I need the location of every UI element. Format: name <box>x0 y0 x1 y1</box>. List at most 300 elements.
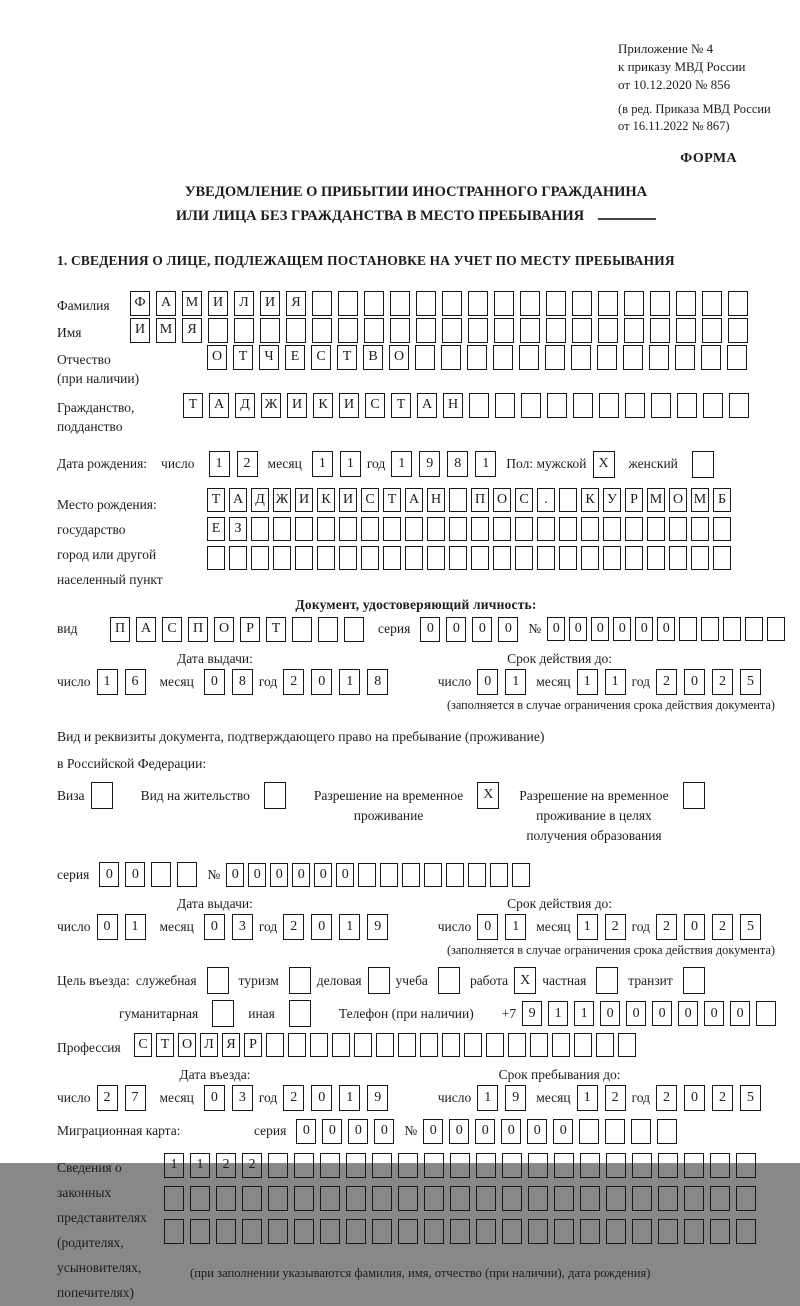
char-cell[interactable] <box>242 1219 262 1244</box>
char-cell[interactable] <box>339 546 357 570</box>
char-cell[interactable] <box>701 345 721 370</box>
char-cell[interactable] <box>528 1153 548 1178</box>
char-cell[interactable] <box>251 546 269 570</box>
char-cell[interactable] <box>295 517 313 541</box>
char-cell[interactable]: Ж <box>261 393 281 418</box>
char-cell[interactable] <box>502 1153 522 1178</box>
birth-place-row1-input[interactable] <box>207 488 731 512</box>
char-cell[interactable]: 1 <box>125 914 146 940</box>
char-cell[interactable] <box>701 617 719 641</box>
entry-month-input[interactable] <box>204 1085 253 1111</box>
char-cell[interactable] <box>512 863 530 887</box>
char-cell[interactable]: 1 <box>312 451 333 477</box>
char-cell[interactable] <box>552 1033 570 1057</box>
char-cell[interactable] <box>346 1219 366 1244</box>
char-cell[interactable] <box>289 1000 311 1027</box>
char-cell[interactable]: 0 <box>704 1001 724 1026</box>
permit-valid-month-input[interactable] <box>577 914 626 940</box>
char-cell[interactable]: С <box>311 345 331 370</box>
char-cell[interactable] <box>441 345 461 370</box>
permit-valid-year-input[interactable] <box>656 914 761 940</box>
char-cell[interactable] <box>710 1153 730 1178</box>
char-cell[interactable] <box>632 1153 652 1178</box>
purpose-work-checkbox[interactable] <box>514 967 536 994</box>
char-cell[interactable] <box>713 517 731 541</box>
char-cell[interactable] <box>632 1186 652 1211</box>
char-cell[interactable]: 8 <box>447 451 468 477</box>
char-cell[interactable]: 1 <box>574 1001 594 1026</box>
char-cell[interactable] <box>676 318 696 343</box>
char-cell[interactable]: 0 <box>204 669 225 695</box>
char-cell[interactable] <box>464 1033 482 1057</box>
char-cell[interactable] <box>676 291 696 316</box>
sex-female-checkbox[interactable] <box>692 451 714 478</box>
char-cell[interactable] <box>710 1186 730 1211</box>
char-cell[interactable]: К <box>313 393 333 418</box>
char-cell[interactable]: И <box>295 488 313 512</box>
char-cell[interactable] <box>723 617 741 641</box>
char-cell[interactable] <box>266 1033 284 1057</box>
permit-valid-day-input[interactable] <box>477 914 526 940</box>
char-cell[interactable] <box>344 617 364 642</box>
char-cell[interactable] <box>91 782 113 809</box>
char-cell[interactable] <box>476 1153 496 1178</box>
char-cell[interactable] <box>190 1186 210 1211</box>
doc-issue-day-input[interactable] <box>97 669 146 695</box>
char-cell[interactable] <box>416 291 436 316</box>
char-cell[interactable] <box>598 291 618 316</box>
char-cell[interactable]: 0 <box>472 617 492 642</box>
char-cell[interactable]: X <box>593 451 615 478</box>
char-cell[interactable] <box>579 1119 599 1144</box>
char-cell[interactable] <box>177 862 197 887</box>
char-cell[interactable]: 1 <box>605 669 626 695</box>
char-cell[interactable]: 1 <box>477 1085 498 1111</box>
char-cell[interactable] <box>339 517 357 541</box>
char-cell[interactable] <box>354 1033 372 1057</box>
char-cell[interactable] <box>580 1186 600 1211</box>
surname-input[interactable] <box>130 291 748 316</box>
char-cell[interactable] <box>493 517 511 541</box>
char-cell[interactable]: О <box>493 488 511 512</box>
temp-residence-checkbox[interactable] <box>477 782 499 809</box>
char-cell[interactable] <box>528 1219 548 1244</box>
char-cell[interactable] <box>398 1186 418 1211</box>
char-cell[interactable]: 0 <box>204 1085 225 1111</box>
char-cell[interactable]: 0 <box>311 914 332 940</box>
char-cell[interactable] <box>599 393 619 418</box>
char-cell[interactable] <box>494 318 514 343</box>
char-cell[interactable]: 7 <box>125 1085 146 1111</box>
char-cell[interactable] <box>442 1033 460 1057</box>
char-cell[interactable]: П <box>188 617 208 642</box>
char-cell[interactable] <box>598 318 618 343</box>
char-cell[interactable]: 0 <box>348 1119 368 1144</box>
char-cell[interactable] <box>669 546 687 570</box>
char-cell[interactable] <box>216 1186 236 1211</box>
char-cell[interactable] <box>554 1219 574 1244</box>
char-cell[interactable] <box>574 1033 592 1057</box>
char-cell[interactable]: 5 <box>740 914 761 940</box>
char-cell[interactable]: А <box>136 617 156 642</box>
stay-year-input[interactable] <box>656 1085 761 1111</box>
char-cell[interactable] <box>380 863 398 887</box>
char-cell[interactable] <box>684 1219 704 1244</box>
char-cell[interactable] <box>338 318 358 343</box>
char-cell[interactable] <box>292 617 312 642</box>
char-cell[interactable] <box>508 1033 526 1057</box>
char-cell[interactable]: С <box>515 488 533 512</box>
char-cell[interactable]: Я <box>182 318 202 343</box>
char-cell[interactable]: 0 <box>652 1001 672 1026</box>
char-cell[interactable] <box>318 617 338 642</box>
char-cell[interactable]: X <box>477 782 499 809</box>
char-cell[interactable]: 0 <box>600 1001 620 1026</box>
char-cell[interactable]: И <box>287 393 307 418</box>
char-cell[interactable] <box>625 393 645 418</box>
char-cell[interactable] <box>468 863 486 887</box>
char-cell[interactable]: А <box>156 291 176 316</box>
char-cell[interactable]: 2 <box>605 914 626 940</box>
char-cell[interactable]: 2 <box>656 914 677 940</box>
char-cell[interactable] <box>603 517 621 541</box>
purpose-tourism-checkbox[interactable] <box>289 967 311 994</box>
char-cell[interactable]: Т <box>337 345 357 370</box>
char-cell[interactable]: В <box>363 345 383 370</box>
char-cell[interactable] <box>234 318 254 343</box>
char-cell[interactable] <box>398 1153 418 1178</box>
patronymic-input[interactable] <box>207 345 747 370</box>
representatives-row1-input[interactable] <box>164 1153 756 1178</box>
char-cell[interactable] <box>736 1186 756 1211</box>
char-cell[interactable]: О <box>389 345 409 370</box>
char-cell[interactable]: О <box>178 1033 196 1057</box>
char-cell[interactable] <box>361 546 379 570</box>
char-cell[interactable] <box>164 1186 184 1211</box>
char-cell[interactable] <box>317 546 335 570</box>
char-cell[interactable]: 0 <box>475 1119 495 1144</box>
char-cell[interactable] <box>494 291 514 316</box>
char-cell[interactable]: Б <box>713 488 731 512</box>
char-cell[interactable] <box>572 318 592 343</box>
char-cell[interactable] <box>476 1219 496 1244</box>
char-cell[interactable] <box>647 546 665 570</box>
purpose-transit-checkbox[interactable] <box>683 967 705 994</box>
char-cell[interactable] <box>190 1219 210 1244</box>
char-cell[interactable] <box>580 1219 600 1244</box>
char-cell[interactable]: Н <box>443 393 463 418</box>
char-cell[interactable]: 0 <box>226 863 244 887</box>
char-cell[interactable]: 0 <box>613 617 631 641</box>
char-cell[interactable] <box>468 318 488 343</box>
char-cell[interactable]: 2 <box>605 1085 626 1111</box>
char-cell[interactable] <box>559 546 577 570</box>
purpose-study-checkbox[interactable] <box>438 967 460 994</box>
char-cell[interactable] <box>229 546 247 570</box>
entry-year-input[interactable] <box>283 1085 388 1111</box>
char-cell[interactable]: О <box>669 488 687 512</box>
purpose-business-checkbox[interactable] <box>368 967 390 994</box>
sex-male-checkbox[interactable] <box>593 451 615 478</box>
char-cell[interactable]: Е <box>207 517 225 541</box>
char-cell[interactable] <box>476 1186 496 1211</box>
char-cell[interactable]: 2 <box>712 1085 733 1111</box>
char-cell[interactable] <box>358 863 376 887</box>
char-cell[interactable]: 0 <box>204 914 225 940</box>
char-cell[interactable] <box>372 1186 392 1211</box>
char-cell[interactable] <box>669 517 687 541</box>
char-cell[interactable]: 1 <box>190 1153 210 1178</box>
char-cell[interactable] <box>647 517 665 541</box>
char-cell[interactable]: Я <box>286 291 306 316</box>
char-cell[interactable]: 0 <box>248 863 266 887</box>
stay-month-input[interactable] <box>577 1085 626 1111</box>
char-cell[interactable] <box>581 546 599 570</box>
char-cell[interactable] <box>580 1153 600 1178</box>
char-cell[interactable] <box>442 291 462 316</box>
char-cell[interactable]: 0 <box>99 862 119 887</box>
entry-day-input[interactable] <box>97 1085 146 1111</box>
char-cell[interactable]: 0 <box>477 914 498 940</box>
char-cell[interactable]: 5 <box>740 1085 761 1111</box>
birth-month-input[interactable] <box>312 451 361 477</box>
char-cell[interactable] <box>702 318 722 343</box>
char-cell[interactable]: 1 <box>209 451 230 477</box>
char-cell[interactable] <box>745 617 763 641</box>
char-cell[interactable] <box>368 967 390 994</box>
char-cell[interactable] <box>346 1153 366 1178</box>
doc-kind-input[interactable] <box>110 617 364 642</box>
char-cell[interactable] <box>650 318 670 343</box>
char-cell[interactable] <box>520 291 540 316</box>
char-cell[interactable]: Л <box>234 291 254 316</box>
char-cell[interactable]: Т <box>207 488 225 512</box>
char-cell[interactable] <box>471 517 489 541</box>
name-input[interactable] <box>130 318 748 343</box>
char-cell[interactable]: 0 <box>730 1001 750 1026</box>
char-cell[interactable]: 0 <box>336 863 354 887</box>
char-cell[interactable] <box>449 488 467 512</box>
char-cell[interactable]: 0 <box>684 1085 705 1111</box>
char-cell[interactable]: Д <box>235 393 255 418</box>
char-cell[interactable] <box>320 1219 340 1244</box>
char-cell[interactable]: 2 <box>283 914 304 940</box>
char-cell[interactable] <box>208 318 228 343</box>
char-cell[interactable]: Р <box>625 488 643 512</box>
permit-series-input[interactable] <box>99 862 197 887</box>
char-cell[interactable] <box>691 517 709 541</box>
char-cell[interactable] <box>207 546 225 570</box>
purpose-private-checkbox[interactable] <box>596 967 618 994</box>
char-cell[interactable] <box>273 546 291 570</box>
char-cell[interactable] <box>295 546 313 570</box>
char-cell[interactable]: 0 <box>322 1119 342 1144</box>
char-cell[interactable] <box>605 1119 625 1144</box>
char-cell[interactable] <box>264 782 286 809</box>
char-cell[interactable]: Е <box>285 345 305 370</box>
char-cell[interactable]: Т <box>183 393 203 418</box>
permit-issue-month-input[interactable] <box>204 914 253 940</box>
char-cell[interactable]: 0 <box>657 617 675 641</box>
char-cell[interactable] <box>216 1219 236 1244</box>
char-cell[interactable] <box>338 291 358 316</box>
char-cell[interactable]: И <box>208 291 228 316</box>
char-cell[interactable]: Ж <box>273 488 291 512</box>
char-cell[interactable]: 5 <box>740 669 761 695</box>
char-cell[interactable]: Р <box>240 617 260 642</box>
char-cell[interactable] <box>623 345 643 370</box>
char-cell[interactable]: 0 <box>125 862 145 887</box>
char-cell[interactable] <box>446 863 464 887</box>
char-cell[interactable]: К <box>581 488 599 512</box>
char-cell[interactable]: 6 <box>125 669 146 695</box>
mc-series-input[interactable] <box>296 1119 394 1144</box>
char-cell[interactable]: П <box>110 617 130 642</box>
doc-issue-year-input[interactable] <box>283 669 388 695</box>
char-cell[interactable] <box>606 1219 626 1244</box>
char-cell[interactable] <box>624 291 644 316</box>
char-cell[interactable] <box>649 345 669 370</box>
char-cell[interactable] <box>424 1186 444 1211</box>
char-cell[interactable]: Ч <box>259 345 279 370</box>
char-cell[interactable] <box>427 546 445 570</box>
char-cell[interactable]: 1 <box>339 1085 360 1111</box>
char-cell[interactable]: С <box>365 393 385 418</box>
char-cell[interactable]: Т <box>383 488 401 512</box>
char-cell[interactable] <box>729 393 749 418</box>
char-cell[interactable] <box>546 318 566 343</box>
char-cell[interactable] <box>597 345 617 370</box>
char-cell[interactable]: Р <box>244 1033 262 1057</box>
char-cell[interactable]: 8 <box>367 669 388 695</box>
char-cell[interactable] <box>242 1186 262 1211</box>
char-cell[interactable] <box>260 318 280 343</box>
char-cell[interactable]: И <box>339 393 359 418</box>
char-cell[interactable]: Д <box>251 488 269 512</box>
char-cell[interactable] <box>727 345 747 370</box>
char-cell[interactable] <box>361 517 379 541</box>
char-cell[interactable]: И <box>339 488 357 512</box>
char-cell[interactable]: 0 <box>527 1119 547 1144</box>
char-cell[interactable] <box>424 1219 444 1244</box>
char-cell[interactable]: 2 <box>712 914 733 940</box>
char-cell[interactable]: М <box>156 318 176 343</box>
char-cell[interactable] <box>449 546 467 570</box>
char-cell[interactable]: 1 <box>505 669 526 695</box>
purpose-official-checkbox[interactable] <box>207 967 229 994</box>
char-cell[interactable]: С <box>361 488 379 512</box>
char-cell[interactable] <box>398 1033 416 1057</box>
char-cell[interactable] <box>559 517 577 541</box>
char-cell[interactable]: 3 <box>232 914 253 940</box>
char-cell[interactable] <box>495 393 515 418</box>
char-cell[interactable] <box>691 546 709 570</box>
char-cell[interactable] <box>515 517 533 541</box>
char-cell[interactable]: П <box>471 488 489 512</box>
char-cell[interactable]: 3 <box>232 1085 253 1111</box>
char-cell[interactable]: А <box>417 393 437 418</box>
char-cell[interactable] <box>398 1219 418 1244</box>
birth-place-row2-input[interactable] <box>207 517 731 541</box>
char-cell[interactable]: 0 <box>684 669 705 695</box>
char-cell[interactable]: 0 <box>498 617 518 642</box>
char-cell[interactable] <box>519 345 539 370</box>
char-cell[interactable] <box>450 1186 470 1211</box>
char-cell[interactable]: Т <box>391 393 411 418</box>
doc-valid-day-input[interactable] <box>477 669 526 695</box>
char-cell[interactable]: 9 <box>505 1085 526 1111</box>
char-cell[interactable] <box>728 318 748 343</box>
char-cell[interactable]: 0 <box>420 617 440 642</box>
char-cell[interactable] <box>212 1000 234 1027</box>
char-cell[interactable] <box>657 1119 677 1144</box>
char-cell[interactable]: У <box>603 488 621 512</box>
char-cell[interactable] <box>320 1186 340 1211</box>
char-cell[interactable] <box>402 863 420 887</box>
char-cell[interactable] <box>420 1033 438 1057</box>
char-cell[interactable] <box>449 517 467 541</box>
char-cell[interactable]: 0 <box>374 1119 394 1144</box>
char-cell[interactable]: 0 <box>296 1119 316 1144</box>
char-cell[interactable]: 1 <box>391 451 412 477</box>
char-cell[interactable] <box>603 546 621 570</box>
char-cell[interactable] <box>573 393 593 418</box>
char-cell[interactable]: 0 <box>446 617 466 642</box>
char-cell[interactable] <box>736 1153 756 1178</box>
char-cell[interactable]: 2 <box>237 451 258 477</box>
char-cell[interactable]: М <box>182 291 202 316</box>
purpose-other-checkbox[interactable] <box>289 1000 311 1027</box>
char-cell[interactable]: 0 <box>292 863 310 887</box>
char-cell[interactable] <box>469 393 489 418</box>
char-cell[interactable] <box>703 393 723 418</box>
char-cell[interactable] <box>572 291 592 316</box>
char-cell[interactable] <box>415 345 435 370</box>
char-cell[interactable] <box>294 1153 314 1178</box>
permit-issue-year-input[interactable] <box>283 914 388 940</box>
char-cell[interactable]: 1 <box>548 1001 568 1026</box>
char-cell[interactable] <box>618 1033 636 1057</box>
char-cell[interactable]: 1 <box>339 914 360 940</box>
char-cell[interactable]: 0 <box>477 669 498 695</box>
char-cell[interactable] <box>164 1219 184 1244</box>
char-cell[interactable] <box>528 1186 548 1211</box>
char-cell[interactable] <box>294 1219 314 1244</box>
char-cell[interactable]: 8 <box>232 669 253 695</box>
char-cell[interactable]: А <box>209 393 229 418</box>
char-cell[interactable]: К <box>317 488 335 512</box>
char-cell[interactable] <box>545 345 565 370</box>
char-cell[interactable] <box>416 318 436 343</box>
char-cell[interactable]: Ф <box>130 291 150 316</box>
char-cell[interactable] <box>736 1219 756 1244</box>
char-cell[interactable]: 0 <box>569 617 587 641</box>
char-cell[interactable] <box>547 393 567 418</box>
stay-day-input[interactable] <box>477 1085 526 1111</box>
char-cell[interactable]: 0 <box>626 1001 646 1026</box>
char-cell[interactable]: Я <box>222 1033 240 1057</box>
birth-day-input[interactable] <box>209 451 258 477</box>
char-cell[interactable] <box>683 782 705 809</box>
char-cell[interactable]: 1 <box>97 669 118 695</box>
char-cell[interactable] <box>294 1186 314 1211</box>
char-cell[interactable]: 9 <box>419 451 440 477</box>
char-cell[interactable] <box>151 862 171 887</box>
profession-input[interactable] <box>134 1033 636 1057</box>
char-cell[interactable] <box>405 546 423 570</box>
permit-issue-day-input[interactable] <box>97 914 146 940</box>
char-cell[interactable]: А <box>229 488 247 512</box>
